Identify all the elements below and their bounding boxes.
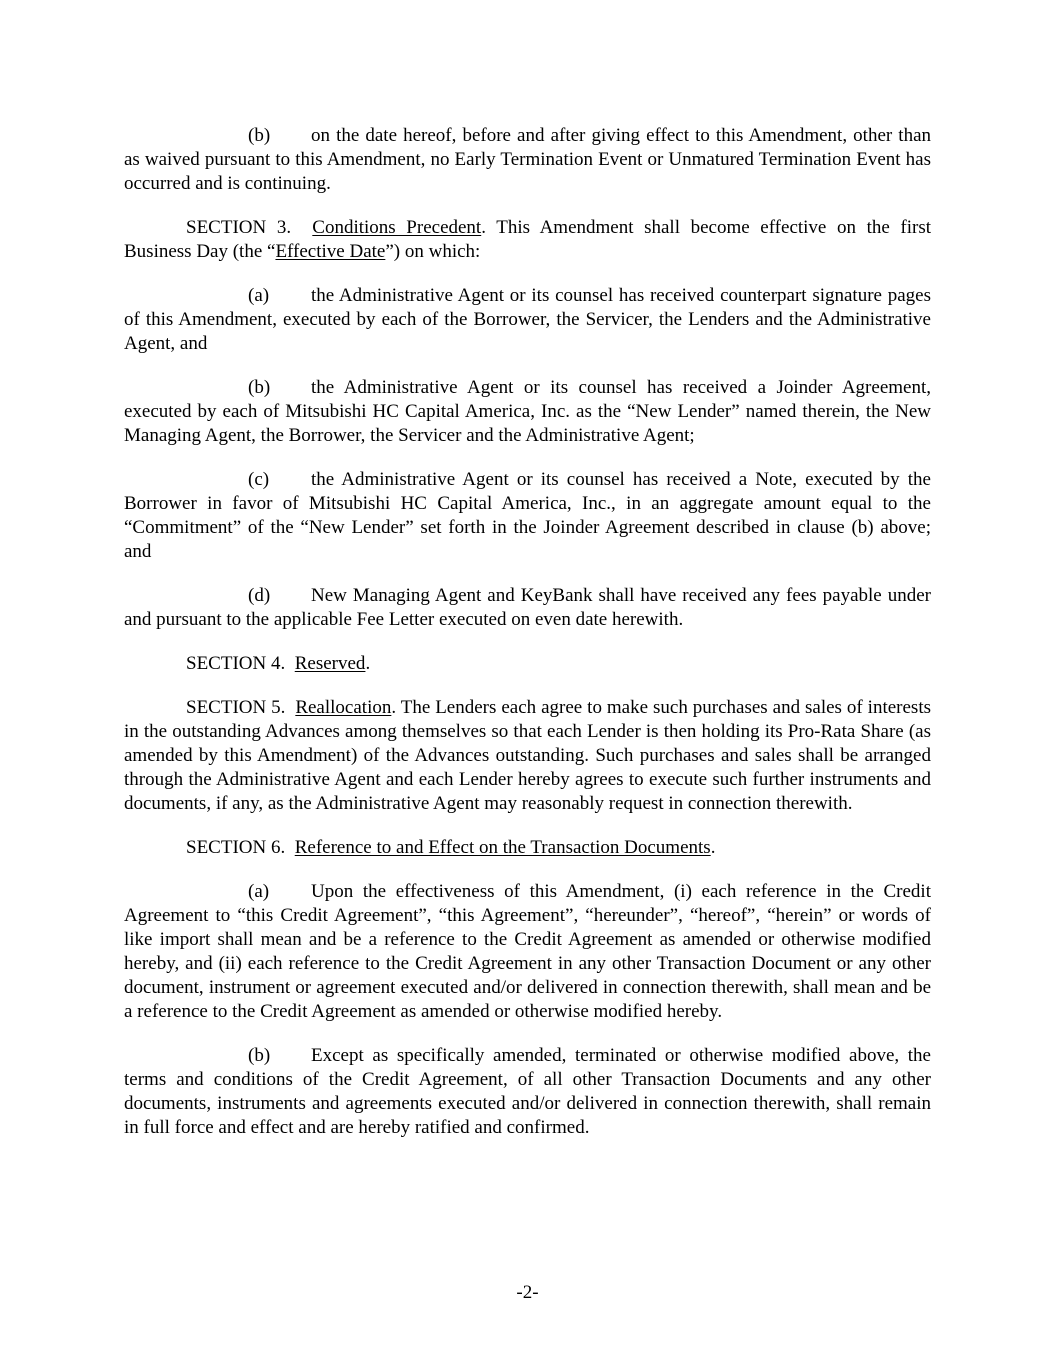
clause-label: (b) xyxy=(248,377,271,398)
clause-label: (d) xyxy=(248,585,271,606)
section-text: . This Amendment shall become effective on the first Business Day (the “ xyxy=(124,217,931,262)
section-number: SECTION 3. xyxy=(186,217,292,238)
section-4-paragraph xyxy=(124,652,931,676)
clause-text: the Administrative Agent or its counsel has received a Note, executed by the Borrower in favor of Mitsubishi HC Capital America, Inc., in an aggregate amount equal to the “Commitment” of the “New Lender” set forth in the Joinder Agreement described in clause (b) above; and xyxy=(124,469,931,562)
clause-label: (b) xyxy=(248,125,271,146)
clause-text: the Administrative Agent or its counsel has received a Joinder Agreement, executed by each of Mitsubishi HC Capital America, Inc. as the “New Lender” named therein, the New Managing Agent, the Borrower, the Servicer and the Administrative Agent; xyxy=(124,377,931,446)
section-suffix: . xyxy=(365,653,371,674)
section-3-clause-b xyxy=(124,376,931,448)
section-heading: Conditions Precedent xyxy=(312,217,482,238)
section-text: ”) on which: xyxy=(385,241,481,262)
section-suffix: . xyxy=(710,837,716,858)
clause-label: (a) xyxy=(248,881,270,902)
page-number: -2- xyxy=(516,1282,539,1303)
section-heading: Reallocation xyxy=(295,697,392,718)
section-6-clause-a xyxy=(124,880,931,1024)
section-3-paragraph xyxy=(124,216,931,264)
clause-label: (c) xyxy=(248,469,270,490)
section-heading: Reference to and Effect on the Transaction Documents xyxy=(294,837,711,858)
clause-text: Upon the effectiveness of this Amendment, (i) each reference in the Credit Agreement to “this Credit Agreement”, “this Agreement”, “hereunder”, “hereof”, “herein” or words of like import shall mean and be a reference to the Credit Agreement as amended or otherwise modified hereby, and (ii) each reference to the Credit Agreement in any other Transaction Document or any other document, instrument or agreement executed and/or delivered in connection therewith, shall mean and be a reference to the Credit Agreement as amended or otherwise modified hereby. xyxy=(124,881,931,1022)
section-number: SECTION 5. xyxy=(186,697,286,718)
section-6-paragraph xyxy=(124,836,931,860)
clause-text: New Managing Agent and KeyBank shall have received any fees payable under and pursuant to the applicable Fee Letter executed on even date herewith. xyxy=(124,585,931,630)
section-3-clause-d xyxy=(124,584,931,632)
clause-text: the Administrative Agent or its counsel has received counterpart signature pages of this Amendment, executed by each of the Borrower, the Servicer, the Lenders and the Administrative Agent, and xyxy=(124,285,931,354)
clause-text: Except as specifically amended, terminated or otherwise modified above, the terms and conditions of the Credit Agreement, of all other Transaction Documents and any other documents, instruments and agreements executed and/or delivered in connection therewith, shall remain in full force and effect and are hereby ratified and confirmed. xyxy=(124,1045,931,1138)
defined-term: Effective Date xyxy=(275,241,386,262)
section-text: . The Lenders each agree to make such purchases and sales of interests in the outstanding Advances among themselves so that each Lender is then holding its Pro-Rata Share (as amended by this Amendment) of the Advances outstanding. Such purchases and sales shall be arranged through the Administrative Agent and each Lender hereby agrees to execute such further instruments and documents, if any, as the Administrative Agent may reasonably request in connection therewith. xyxy=(124,697,931,814)
section-number: SECTION 6. xyxy=(186,837,286,858)
section-3-clause-a xyxy=(124,284,931,356)
document-page xyxy=(124,124,931,1160)
section-6-clause-b xyxy=(124,1044,931,1140)
section-3-clause-c xyxy=(124,468,931,564)
section-number: SECTION 4. xyxy=(186,653,286,674)
clause-label: (a) xyxy=(248,285,270,306)
clause-text: on the date hereof, before and after giving effect to this Amendment, other than as waived pursuant to this Amendment, no Early Termination Event or Unmatured Termination Event has occurred and is continuing. xyxy=(124,125,931,194)
section-5-paragraph xyxy=(124,696,931,816)
section-heading: Reserved xyxy=(294,653,366,674)
clause-b-continued xyxy=(124,124,931,196)
clause-label: (b) xyxy=(248,1045,271,1066)
